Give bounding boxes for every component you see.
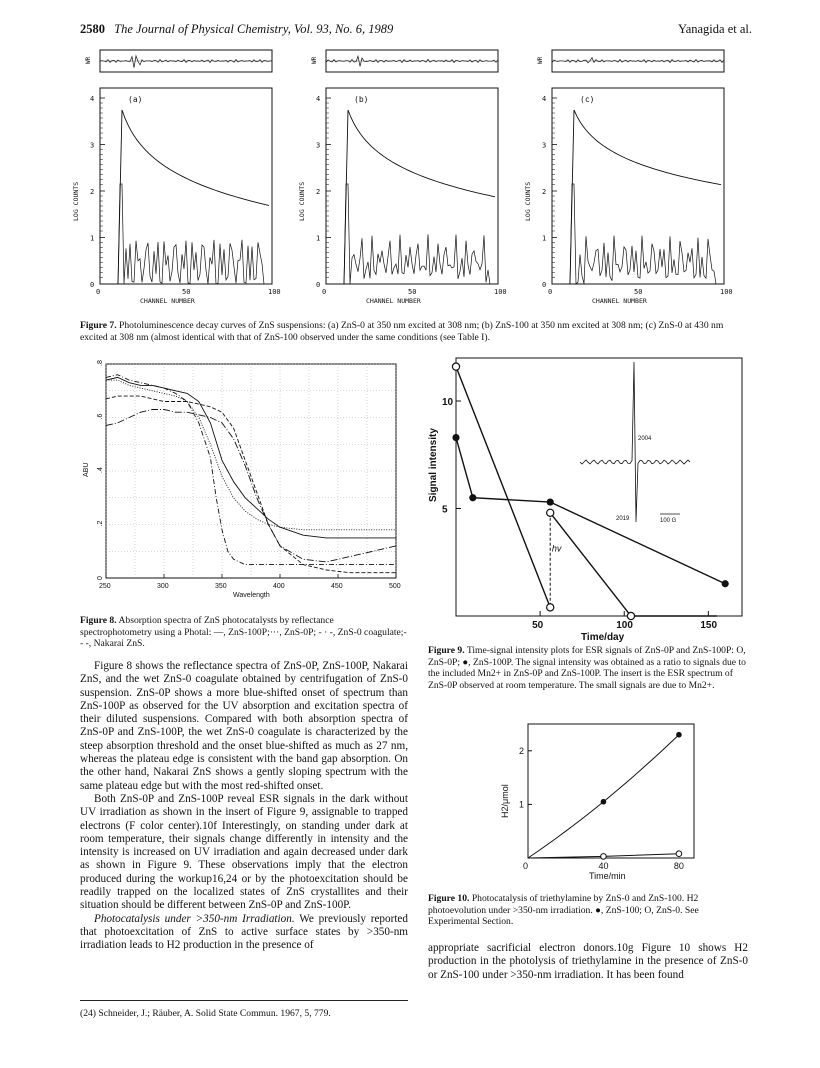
fig7-residual-trace <box>326 56 498 66</box>
figure-7 <box>72 46 748 314</box>
fig7-panel-label: (b) <box>354 95 369 104</box>
fig9-filled-point <box>722 580 729 587</box>
fig8-ylabel: ABU <box>83 462 90 477</box>
fig7-ytick-label: 1 <box>542 234 547 243</box>
fig7-ytick-label: 1 <box>316 234 321 243</box>
fig7-xlabel: CHANNEL NUMBER <box>366 297 421 305</box>
figure-9 <box>420 352 750 643</box>
fig10-xlabel: Time/min <box>589 871 626 881</box>
fig7-ytick-label: 4 <box>90 95 95 103</box>
fig9-open-point <box>547 509 554 516</box>
fig9-filled-line <box>456 438 725 584</box>
fig9-esr-label-2004: 2004 <box>638 436 652 442</box>
fig9-hv-label: hv <box>551 543 562 554</box>
fig7-panel-label: (a) <box>128 95 143 104</box>
fig7-ytick-label: 3 <box>542 141 547 150</box>
fig9-scale-label: 100 G <box>660 518 677 524</box>
fig7-ytick-label: 1 <box>90 234 95 243</box>
fig7-xtick-label: 50 <box>634 288 643 296</box>
fig8-ytick-label: .2 <box>97 520 104 527</box>
fig7-ylabel: LOG COUNTS <box>298 181 306 221</box>
paragraph-3-text: We previously reported that photoexcitation of ZnS to active surface states by >350-nm irradiation leads to H2 production in the presence of <box>80 912 408 952</box>
fig7-ytick-label: 2 <box>316 188 321 196</box>
paragraph-1: Figure 8 shows the reflectance spectra of ZnS-0P, ZnS-100P, Nakarai ZnS, and the wet ZnS-0 coagulate obtained by centrifugation of ZnS-0 suspension. ZnS-0P shows a more blue-shifted onset of spectrum than ZnS-100P as observed for the UV absorption and excitation spectra of their diluted suspensions. Compared with both absorption spectra of ZnS-0P and ZnS-100P, the wet ZnS-0 coagulate is characterized by the steep absorption threshold and the onset blue-shifted as much as 27 nm, whereas the plateau edge is consistent with the band gap absorption. On the other hand, Nakarai ZnS shows a gently sloping spectrum with the same plateau edge but with the most red-shifted onset. <box>80 660 408 792</box>
fig7-xtick-label: 50 <box>408 288 417 296</box>
fig8-xtick-label: 300 <box>157 583 169 590</box>
figure-10-caption-text: Photocatalysis of triethylamine by ZnS-0 and ZnS-100. H2 photoevolution under >350-nm irradiation. ●, ZnS-100; O, ZnS-0. See Experimental Section. <box>428 893 699 927</box>
fig9-esr-label-2019: 2019 <box>616 516 630 522</box>
fig8-xtick-label: 400 <box>273 583 285 590</box>
fig7-xtick-label: 0 <box>322 288 327 296</box>
fig9-xlabel: Time/day <box>581 632 625 643</box>
fig7-xlabel: CHANNEL NUMBER <box>140 297 195 305</box>
fig7-panel-label: (c) <box>580 95 595 104</box>
fig7-decay-curve <box>118 110 269 284</box>
fig7-ytick-label: 0 <box>542 281 547 289</box>
fig8-xtick-label: 500 <box>389 583 401 590</box>
fig7-decay-curve <box>570 110 721 284</box>
fig9-open-point <box>452 363 459 370</box>
fig7-ytick-label: 4 <box>316 95 321 103</box>
fig9-open-line-2 <box>550 513 717 616</box>
fig10-xtick-label: 40 <box>598 861 609 871</box>
paragraph-right-1: appropriate sacrificial electron donors.10g Figure 10 shows H2 production in the photolysis of triethylamine in the presence of ZnS-0 or ZnS-100 under >350-nm irradiation. It has been found <box>428 942 748 981</box>
fig7-instrument-response <box>100 184 272 284</box>
figure-7-label: Figure 7. <box>80 320 117 331</box>
fig9-xtick-label: 50 <box>532 620 544 631</box>
fig8-ytick-label: .8 <box>97 360 104 366</box>
fig8-xtick-label: 250 <box>99 583 111 590</box>
fig9-ytick-label: 5 <box>442 504 448 516</box>
fig8-ytick-label: .6 <box>97 413 104 420</box>
fig9-filled-point <box>469 494 476 501</box>
figure-8-caption-text: Absorption spectra of ZnS photocatalysts by reflectance spectrophotometry using a Photal: —, ZnS-100P;···, ZnS-0P; - · -, ZnS-0 coagulate;- - -, Nakarai ZnS. <box>80 615 407 649</box>
figure-8-label: Figure 8. <box>80 615 117 626</box>
figure-9-caption-text: Time-signal intensity plots for ESR signals of ZnS-0P and ZnS-100P: O, ZnS-0P; ●, ZnS-100P. The signal intensity was obtained as a ratio to signals due to the included Mn2+ in ZnS-0P and ZnS-100P. The insert is the ESR spectrum of ZnS-0P observed at room temperature. The small signals are due to Mn2+. <box>428 645 746 691</box>
figure-10-caption <box>428 893 748 928</box>
fig7-residual-label: WR <box>537 56 544 64</box>
figure-7-caption <box>80 320 748 343</box>
fig7-ytick-label: 2 <box>90 188 95 196</box>
fig7-ytick-label: 3 <box>316 141 321 150</box>
fig10-filled-point <box>601 799 607 805</box>
fig7-residual-label: WR <box>311 56 318 64</box>
fig9-xtick-label: 100 <box>616 620 633 631</box>
fig7-residual-label: WR <box>85 56 92 64</box>
fig8-xtick-label: 350 <box>215 583 227 590</box>
fig10-open-point <box>601 854 607 860</box>
fig7-ytick-label: 0 <box>90 281 95 289</box>
figure-10-label: Figure 10. <box>428 893 470 904</box>
fig8-ytick-label: 0 <box>97 576 104 580</box>
fig7-panel-2 <box>298 50 507 305</box>
fig10-filled-curve <box>528 735 679 858</box>
figure-8-caption <box>80 615 408 650</box>
fig10-filled-point <box>676 732 682 738</box>
fig9-filled-point <box>452 434 459 441</box>
fig7-xtick-label: 100 <box>494 288 507 296</box>
figure-9-label: Figure 9. <box>428 645 465 656</box>
fig9-open-point <box>547 604 554 611</box>
fig7-xtick-label: 0 <box>96 288 101 296</box>
figure-7-caption-text: Photoluminescence decay curves of ZnS suspensions: (a) ZnS-0 at 350 nm excited at 308 nm; (b) ZnS-100 at 350 nm excited at 308 nm; (c) ZnS-0 at 430 nm excited at 308 nm (almost identical with that of ZnS-100 observed under the same conditions (see Table I). <box>80 320 724 343</box>
fig7-ylabel: LOG COUNTS <box>72 181 80 221</box>
fig7-xtick-label: 100 <box>720 288 733 296</box>
fig10-ytick-label: 1 <box>519 799 525 810</box>
fig9-plot-frame <box>456 358 742 616</box>
fig10-ytick-label: 2 <box>519 745 525 756</box>
body-text-left <box>80 660 408 953</box>
fig7-instrument-response <box>326 184 498 284</box>
fig10-ylabel: H2/μmol <box>500 784 510 818</box>
fig7-panel-1 <box>72 50 281 305</box>
journal-citation: The Journal of Physical Chemistry, Vol. 93, No. 6, 1989 <box>114 22 394 36</box>
paragraph-3 <box>80 913 408 953</box>
fig8-ytick-label: .4 <box>97 467 104 473</box>
running-authors: Yanagida et al. <box>677 22 752 36</box>
fig7-xtick-label: 0 <box>548 288 553 296</box>
figure-10 <box>490 718 710 888</box>
fig7-ylabel: LOG COUNTS <box>524 181 532 221</box>
fig7-residual-trace <box>552 58 724 63</box>
section-heading: Photocatalysis under >350-nm Irradiation. <box>94 912 295 925</box>
page-number: 2580 <box>80 22 105 36</box>
fig7-ytick-label: 0 <box>316 281 321 289</box>
figure-9-caption <box>428 645 748 691</box>
fig7-xlabel: CHANNEL NUMBER <box>592 297 647 305</box>
fig9-esr-insert <box>580 362 690 522</box>
fig7-xtick-label: 50 <box>182 288 191 296</box>
paragraph-2: Both ZnS-0P and ZnS-100P reveal ESR signals in the dark without UV irradiation as shown in the insert of Figure 9, assignable to trapped electrons (F color center).10f Interestingly, on standing under dark at room temperature, their signals change differently in intensity and the intensity is increased on UV irradiation and again decreased under dark as shown in Figure 9. These observations imply that the electron produced during the workup16,24 or by the photoexcitation should be readily trapped on the localized states of ZnS crystallites and their situation should be different between ZnS-0P and ZnS-100P. <box>80 792 408 912</box>
running-header <box>80 22 393 37</box>
fig9-filled-point <box>547 498 554 505</box>
footnote-24: (24) Schneider, J.; Räuber, A. Solid State Commun. 1967, 5, 779. <box>80 1008 331 1019</box>
fig7-ytick-label: 2 <box>542 188 547 196</box>
body-text-right <box>428 942 748 982</box>
fig8-xlabel: Wavelength <box>233 592 270 599</box>
fig8-series-5 <box>106 410 396 562</box>
fig7-residual-trace <box>100 56 272 68</box>
fig7-ytick-label: 3 <box>90 141 95 150</box>
fig7-ytick-label: 4 <box>542 95 547 103</box>
fig10-open-point <box>676 851 682 857</box>
figure-8 <box>78 358 408 608</box>
fig7-decay-curve <box>344 110 495 284</box>
fig8-xtick-label: 450 <box>331 583 343 590</box>
fig9-ytick-label: 10 <box>442 397 454 408</box>
fig9-xtick-label: 150 <box>700 620 718 631</box>
fig9-open-point <box>627 612 634 619</box>
fig9-ylabel: Signal intensity <box>428 428 439 502</box>
fig7-xtick-label: 100 <box>268 288 281 296</box>
fig10-xtick-label: 0 <box>523 861 529 871</box>
fig7-instrument-response <box>552 184 724 284</box>
fig7-panel-3 <box>524 50 733 305</box>
fig10-xtick-label: 80 <box>673 861 684 871</box>
